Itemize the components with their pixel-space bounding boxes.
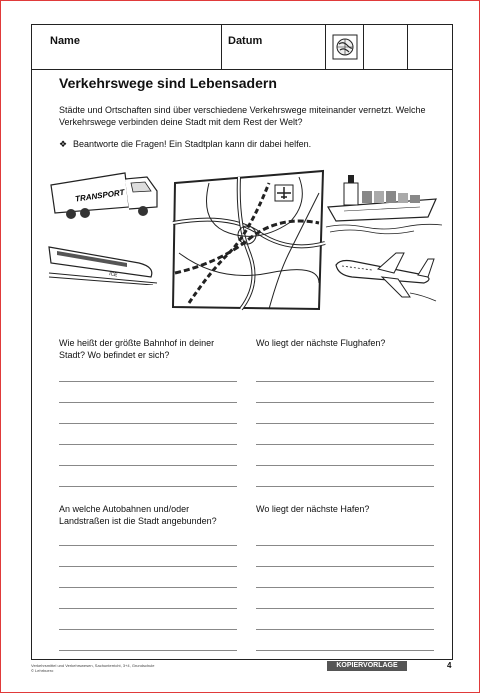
truck-illustration: [47, 167, 165, 223]
intro-text: Städte und Ortschaften sind über verschiedene Verkehrswege miteinander vernetzt. Welche Verkehrswege verbinden deine Stadt mit dem Rest der Welt?: [59, 105, 426, 127]
task-text: Beantworte die Fragen! Ein Stadtplan kann dir dabei helfen.: [73, 139, 312, 149]
blank-cell-1: [364, 25, 408, 69]
globe-logo-icon: [330, 32, 360, 62]
footer-publisher: © Lehrbuero: [31, 668, 54, 673]
answer-line[interactable]: [256, 629, 434, 630]
logo-cell: [326, 25, 364, 69]
train-illustration: [47, 233, 162, 285]
truck-label: TRANSPORT: [74, 187, 125, 204]
answer-line[interactable]: [59, 423, 237, 424]
answer-line[interactable]: [256, 587, 434, 588]
answer-line[interactable]: [59, 587, 237, 588]
answer-line[interactable]: [256, 650, 434, 651]
question-station: Wie heißt der größte Bahnhof in deiner Stadt? Wo befindet er sich?: [59, 338, 215, 360]
answer-line[interactable]: [256, 566, 434, 567]
answer-line[interactable]: [256, 486, 434, 487]
copy-template-badge: KOPIERVORLAGE: [327, 661, 407, 671]
footer-source: Verkehrsmittel und Verkehrswesen, Sachunterricht, 3+4, Grundschule: [31, 663, 155, 668]
answer-line[interactable]: [59, 566, 237, 567]
worksheet: [31, 24, 453, 660]
diamond-bullet-icon: ❖: [59, 139, 68, 149]
answer-line[interactable]: [59, 381, 237, 382]
answer-line[interactable]: [59, 465, 237, 466]
answer-line[interactable]: [256, 465, 434, 466]
answer-line[interactable]: [256, 608, 434, 609]
answer-line[interactable]: [256, 381, 434, 382]
answer-line[interactable]: [59, 545, 237, 546]
answer-line[interactable]: [59, 629, 237, 630]
answer-line[interactable]: [59, 486, 237, 487]
page-title: Verkehrswege sind Lebensadern: [59, 75, 277, 91]
question-roads: An welche Autobahnen und/oder Landstraßen ist die Stadt angebunden?: [59, 504, 217, 526]
answer-line[interactable]: [59, 402, 237, 403]
city-map-illustration: [169, 163, 331, 313]
answer-line[interactable]: [59, 444, 237, 445]
question-harbor: Wo liegt der nächste Hafen?: [256, 504, 370, 514]
answer-line[interactable]: [59, 650, 237, 651]
question-airport: Wo liegt der nächste Flughafen?: [256, 338, 386, 348]
answer-line[interactable]: [256, 444, 434, 445]
train-label: ICE: [108, 271, 118, 279]
name-cell: [32, 25, 222, 69]
task-instruction: [59, 139, 311, 150]
ship-illustration: [324, 165, 444, 235]
answer-line[interactable]: [256, 545, 434, 546]
date-cell: [222, 25, 326, 69]
page-number: 4: [447, 661, 452, 670]
blank-cell-2: [408, 25, 452, 69]
name-label: Name: [50, 35, 80, 47]
airplane-illustration: [332, 249, 444, 305]
worksheet-header: [32, 25, 452, 70]
answer-line[interactable]: [256, 423, 434, 424]
answer-line[interactable]: [256, 402, 434, 403]
footer-credits: [31, 663, 155, 673]
date-label: Datum: [228, 35, 263, 47]
answer-line[interactable]: [59, 608, 237, 609]
